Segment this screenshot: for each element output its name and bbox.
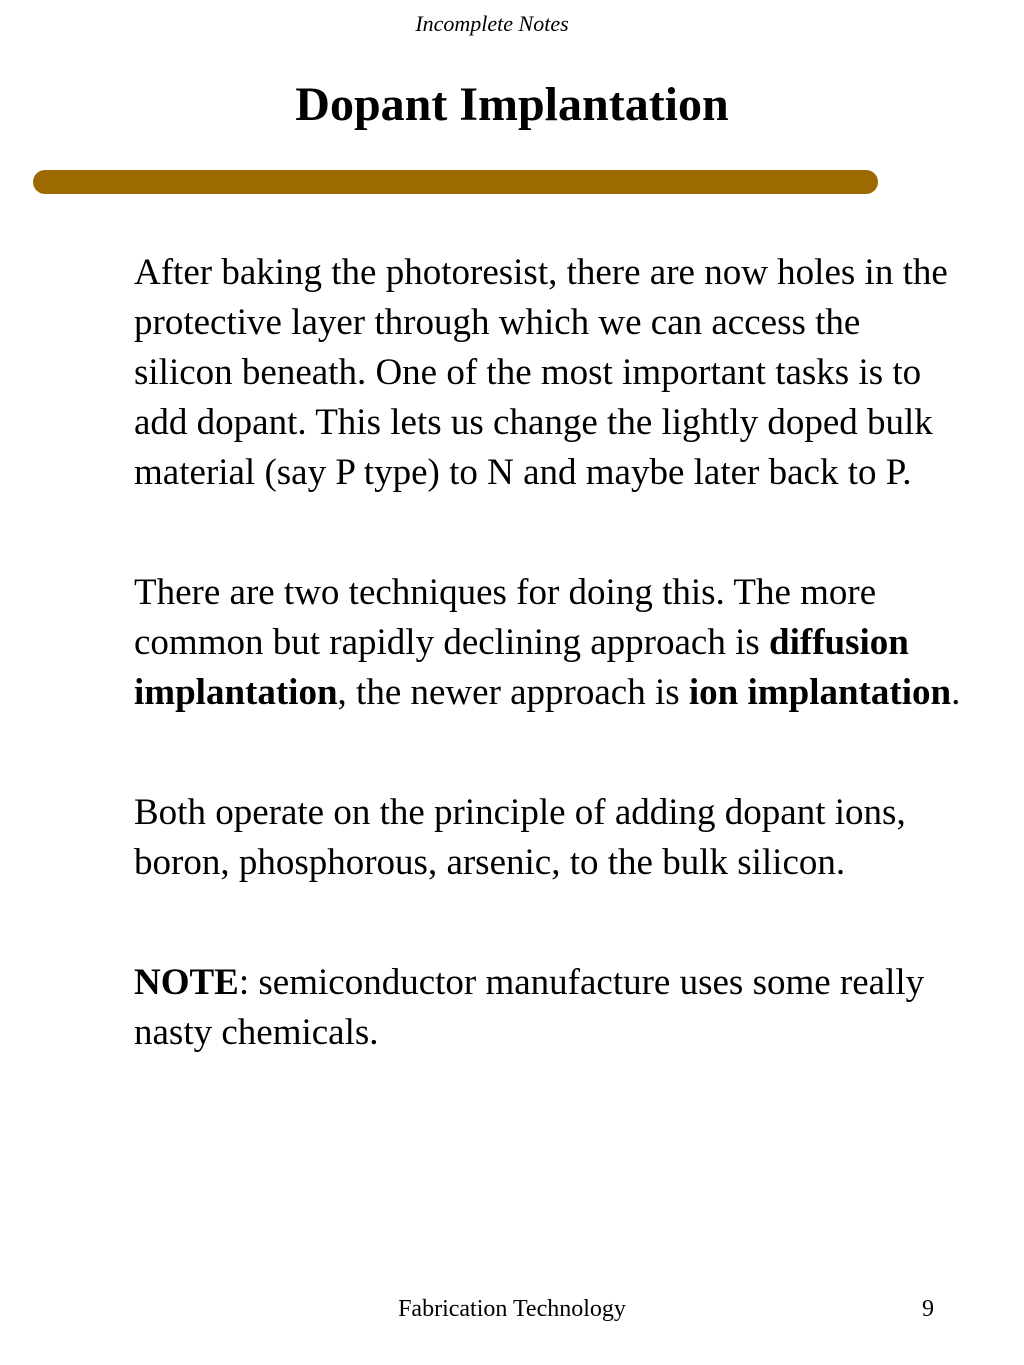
paragraph-techniques-text-1: There are two techniques for doing this. The more common but rapidly declining approach is (134, 572, 877, 663)
term-ion-implantation: ion implantation (688, 672, 952, 713)
header-note: Incomplete Notes (415, 11, 569, 36)
paragraph-principle: Both operate on the principle of adding dopant ions, boron, phosphorous, arsenic, to the bulk silicon. (134, 792, 906, 883)
term-diffusion-implantation: diffusion implantation (134, 622, 909, 713)
slide-body (134, 248, 964, 1058)
paragraph-techniques (134, 568, 964, 718)
note-label: NOTE (134, 962, 239, 1003)
paragraph-techniques-text-3: . (951, 672, 961, 713)
footer-title: Fabrication Technology (398, 1296, 626, 1322)
title-divider-bar (33, 170, 878, 194)
slide-title: Dopant Implantation (295, 78, 729, 131)
paragraph-photoresist: After baking the photoresist, there are now holes in the protective layer through which we can access the silicon beneath. One of the most important tasks is to add dopant. This lets us change the lightly doped bulk material (say P type) to N and maybe later back to P. (134, 252, 948, 493)
page-number: 9 (922, 1296, 934, 1322)
paragraph-note (134, 958, 964, 1058)
paragraph-techniques-text-2: , the newer approach is (337, 672, 689, 713)
note-text: : semiconductor manufacture uses some really nasty chemicals. (134, 962, 925, 1053)
